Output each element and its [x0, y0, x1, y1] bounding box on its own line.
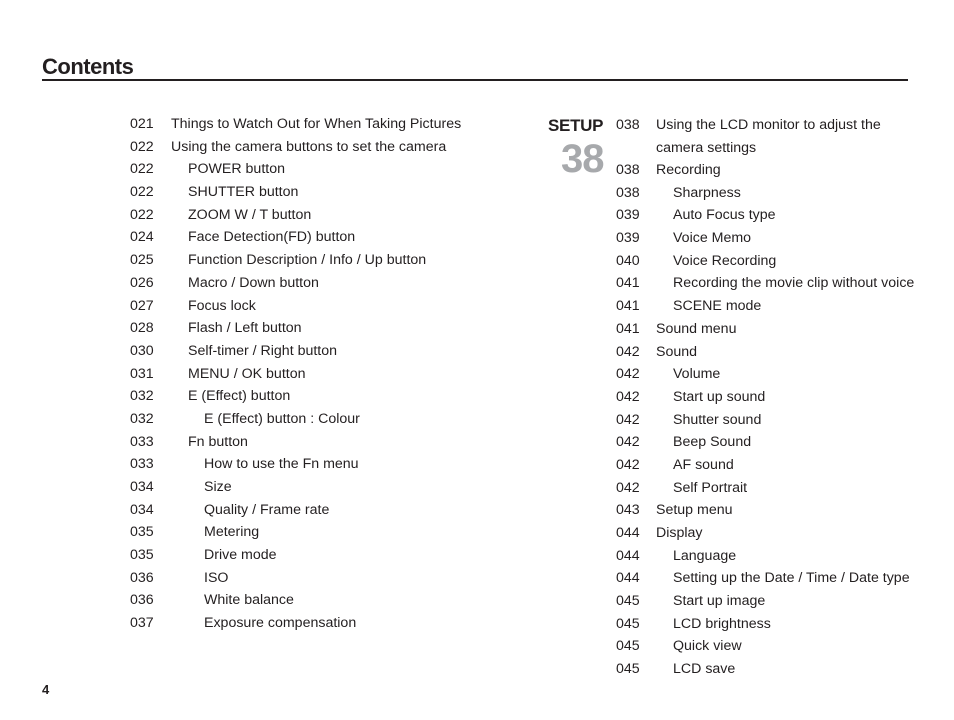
section-page-number: 38: [561, 137, 604, 181]
toc-entry[interactable]: [130, 453, 530, 476]
toc-entry-page: 034: [130, 479, 154, 495]
toc-entry-page: 045: [616, 661, 640, 678]
toc-entry[interactable]: [616, 182, 916, 205]
toc-entry[interactable]: [130, 567, 530, 590]
toc-entry-page: 035: [130, 547, 154, 564]
toc-entry-title: Shutter sound: [673, 411, 762, 428]
toc-entry[interactable]: [616, 250, 916, 273]
toc-entry[interactable]: [130, 226, 530, 249]
toc-entry-title: Metering: [204, 524, 260, 541]
toc-entry-page: 041: [616, 275, 640, 292]
toc-entry-page: 032: [130, 410, 154, 427]
toc-entry-title: SCENE mode: [673, 298, 762, 315]
toc-entry[interactable]: [616, 454, 916, 477]
toc-entry-page: 022: [130, 206, 154, 223]
toc-entry-title: Exposure compensation: [204, 615, 357, 632]
toc-entry-page: 042: [616, 388, 640, 405]
toc-entry-page: 035: [130, 524, 154, 541]
toc-entry[interactable]: [616, 295, 916, 318]
toc-entry[interactable]: [130, 385, 530, 408]
toc-entry-page: 038: [616, 184, 640, 201]
toc-entry-title: White balance: [204, 592, 294, 609]
toc-entry-title: Setup menu: [656, 502, 733, 519]
toc-entry-title: LCD save: [673, 661, 736, 678]
toc-entry-title: Flash / Left button: [188, 320, 302, 337]
toc-entry-page: 036: [130, 592, 154, 609]
toc-entry[interactable]: [616, 522, 916, 545]
toc-left-column: [130, 113, 530, 635]
toc-entry[interactable]: [616, 499, 916, 522]
toc-entry[interactable]: [616, 635, 916, 658]
toc-entry-page: 026: [130, 274, 154, 291]
toc-entry[interactable]: [616, 613, 916, 636]
toc-entry-page: 022: [130, 184, 154, 201]
toc-entry[interactable]: [130, 317, 530, 340]
toc-entry-page: 021: [130, 116, 154, 132]
toc-entry-title: Voice Recording: [673, 252, 777, 269]
toc-entry-title: MENU / OK button: [188, 365, 306, 382]
toc-entry-title: Voice Memo: [673, 230, 752, 247]
toc-entry-title: Macro / Down button: [188, 274, 319, 291]
toc-entry[interactable]: [130, 158, 530, 181]
toc-entry-page: 039: [616, 230, 640, 247]
toc-entry-title: Start up sound: [673, 388, 766, 405]
toc-entry-title: ZOOM W / T button: [188, 206, 312, 223]
toc-entry[interactable]: [130, 113, 530, 136]
toc-entry-page: 042: [616, 434, 640, 451]
toc-entry[interactable]: [616, 658, 916, 681]
toc-entry-page: 022: [130, 161, 154, 178]
toc-entry-page: 040: [616, 252, 640, 269]
toc-entry[interactable]: [616, 567, 916, 590]
toc-entry-title: Recording: [656, 162, 721, 178]
toc-entry[interactable]: [130, 249, 530, 272]
toc-entry-page: 022: [130, 138, 154, 155]
toc-entry[interactable]: [616, 363, 916, 386]
toc-entry-title: Beep Sound: [673, 434, 752, 451]
toc-entry-page: 045: [616, 615, 640, 632]
toc-entry-page: 033: [130, 456, 154, 473]
toc-entry[interactable]: [616, 318, 916, 341]
toc-entry-page: 027: [130, 297, 154, 314]
page-number: 4: [42, 682, 50, 697]
toc-entry-title: Start up image: [673, 593, 766, 610]
toc-entry-page: 033: [130, 433, 154, 450]
toc-entry-title: E (Effect) button : Colour: [204, 410, 360, 427]
toc-entry[interactable]: [130, 204, 530, 227]
toc-entry-page: 041: [616, 298, 640, 315]
page-title: Contents: [42, 54, 134, 79]
toc-entry[interactable]: [130, 295, 530, 318]
toc-entry[interactable]: [616, 341, 916, 364]
toc-entry-title: ISO: [204, 569, 229, 586]
toc-entry[interactable]: [130, 544, 530, 567]
toc-entry-page: 032: [130, 388, 154, 405]
toc-entry[interactable]: [616, 204, 916, 227]
toc-entry-title: SHUTTER button: [188, 184, 299, 201]
toc-entry-title: Setting up the Date / Time / Date type: [673, 570, 910, 587]
toc-entry-page: 034: [130, 501, 154, 518]
toc-entry[interactable]: [616, 477, 916, 500]
toc-entry-page: 044: [616, 570, 640, 587]
toc-entry[interactable]: [616, 431, 916, 454]
toc-entry-page: 042: [616, 411, 640, 428]
toc-entry[interactable]: [616, 227, 916, 250]
toc-entry-title: Display: [656, 525, 703, 541]
toc-entry-title: Function Description / Info / Up button: [188, 252, 427, 269]
toc-entry-page: 030: [130, 342, 154, 359]
toc-entry[interactable]: [616, 590, 916, 613]
toc-entry-page: 037: [130, 615, 154, 632]
toc-entry-page: 024: [130, 229, 154, 246]
toc-entry-page: 042: [616, 366, 640, 383]
toc-right-column: [616, 159, 916, 681]
toc-entry-title: Quick view: [673, 638, 742, 655]
toc-entry[interactable]: [130, 136, 530, 159]
toc-entry[interactable]: [130, 408, 530, 431]
toc-entry[interactable]: [130, 431, 530, 454]
toc-entry[interactable]: [616, 545, 916, 568]
toc-entry-page: 042: [616, 479, 640, 496]
toc-entry[interactable]: [130, 499, 530, 522]
toc-entry-title: Using the LCD monitor to adjust the camera settings: [656, 117, 881, 156]
toc-entry-title: Sound: [656, 343, 698, 360]
toc-entry-title: Fn button: [188, 433, 248, 450]
toc-entry-page: 045: [616, 638, 640, 655]
toc-entry-title: How to use the Fn menu: [204, 456, 359, 473]
toc-entry-title: Sound menu: [656, 320, 737, 337]
toc-entry-page: 043: [616, 502, 640, 519]
toc-entry-page: 028: [130, 320, 154, 337]
toc-entry-page: 045: [616, 593, 640, 610]
toc-entry-title: Size: [204, 479, 232, 495]
toc-entry-title: E (Effect) button: [188, 388, 291, 405]
toc-entry[interactable]: [616, 159, 916, 182]
toc-entry-page: 042: [616, 343, 640, 360]
toc-entry-page: 042: [616, 456, 640, 473]
title-underline: [42, 79, 908, 81]
toc-entry-page: 025: [130, 252, 154, 269]
toc-entry-page: 031: [130, 365, 154, 382]
toc-entry-page: 044: [616, 547, 640, 564]
toc-entry-title: Drive mode: [204, 547, 277, 564]
toc-entry[interactable]: [130, 340, 530, 363]
toc-entry[interactable]: [130, 589, 530, 612]
toc-entry-title: Volume: [673, 366, 721, 383]
toc-entry-page: 038: [616, 162, 640, 178]
toc-entry-page: 036: [130, 569, 154, 586]
toc-entry-title: Quality / Frame rate: [204, 501, 330, 518]
toc-entry-title: Self Portrait: [673, 479, 748, 496]
section-label: SETUP: [548, 116, 604, 135]
toc-entry-title: Auto Focus type: [673, 207, 776, 224]
toc-entry-title: Face Detection(FD) button: [188, 229, 356, 246]
toc-entry[interactable]: [130, 181, 530, 204]
toc-entry-title: LCD brightness: [673, 615, 771, 632]
toc-entry[interactable]: [130, 476, 530, 499]
toc-entry-title: Using the camera buttons to set the camera: [171, 138, 447, 155]
toc-entry-title: Focus lock: [188, 297, 256, 314]
toc-entry-title: Recording the movie clip without voice: [673, 275, 915, 292]
toc-entry-title: Language: [673, 547, 737, 564]
toc-entry-page: 038: [616, 117, 640, 133]
toc-entry[interactable]: [616, 409, 916, 432]
toc-entry-title: Things to Watch Out for When Taking Pictures: [171, 116, 462, 132]
toc-entry-title: POWER button: [188, 161, 285, 178]
toc-entry-title: Sharpness: [673, 184, 741, 201]
toc-entry[interactable]: [130, 521, 530, 544]
toc-entry-page: 039: [616, 207, 640, 224]
toc-entry-title: AF sound: [673, 456, 734, 473]
toc-entry[interactable]: [130, 363, 530, 386]
toc-entry[interactable]: [616, 272, 916, 295]
toc-entry-title: Self-timer / Right button: [188, 342, 338, 359]
toc-entry-page: 044: [616, 525, 640, 541]
toc-entry[interactable]: [616, 386, 916, 409]
toc-entry-page: 041: [616, 320, 640, 337]
toc-entry[interactable]: [130, 272, 530, 295]
toc-entry[interactable]: [130, 612, 530, 635]
